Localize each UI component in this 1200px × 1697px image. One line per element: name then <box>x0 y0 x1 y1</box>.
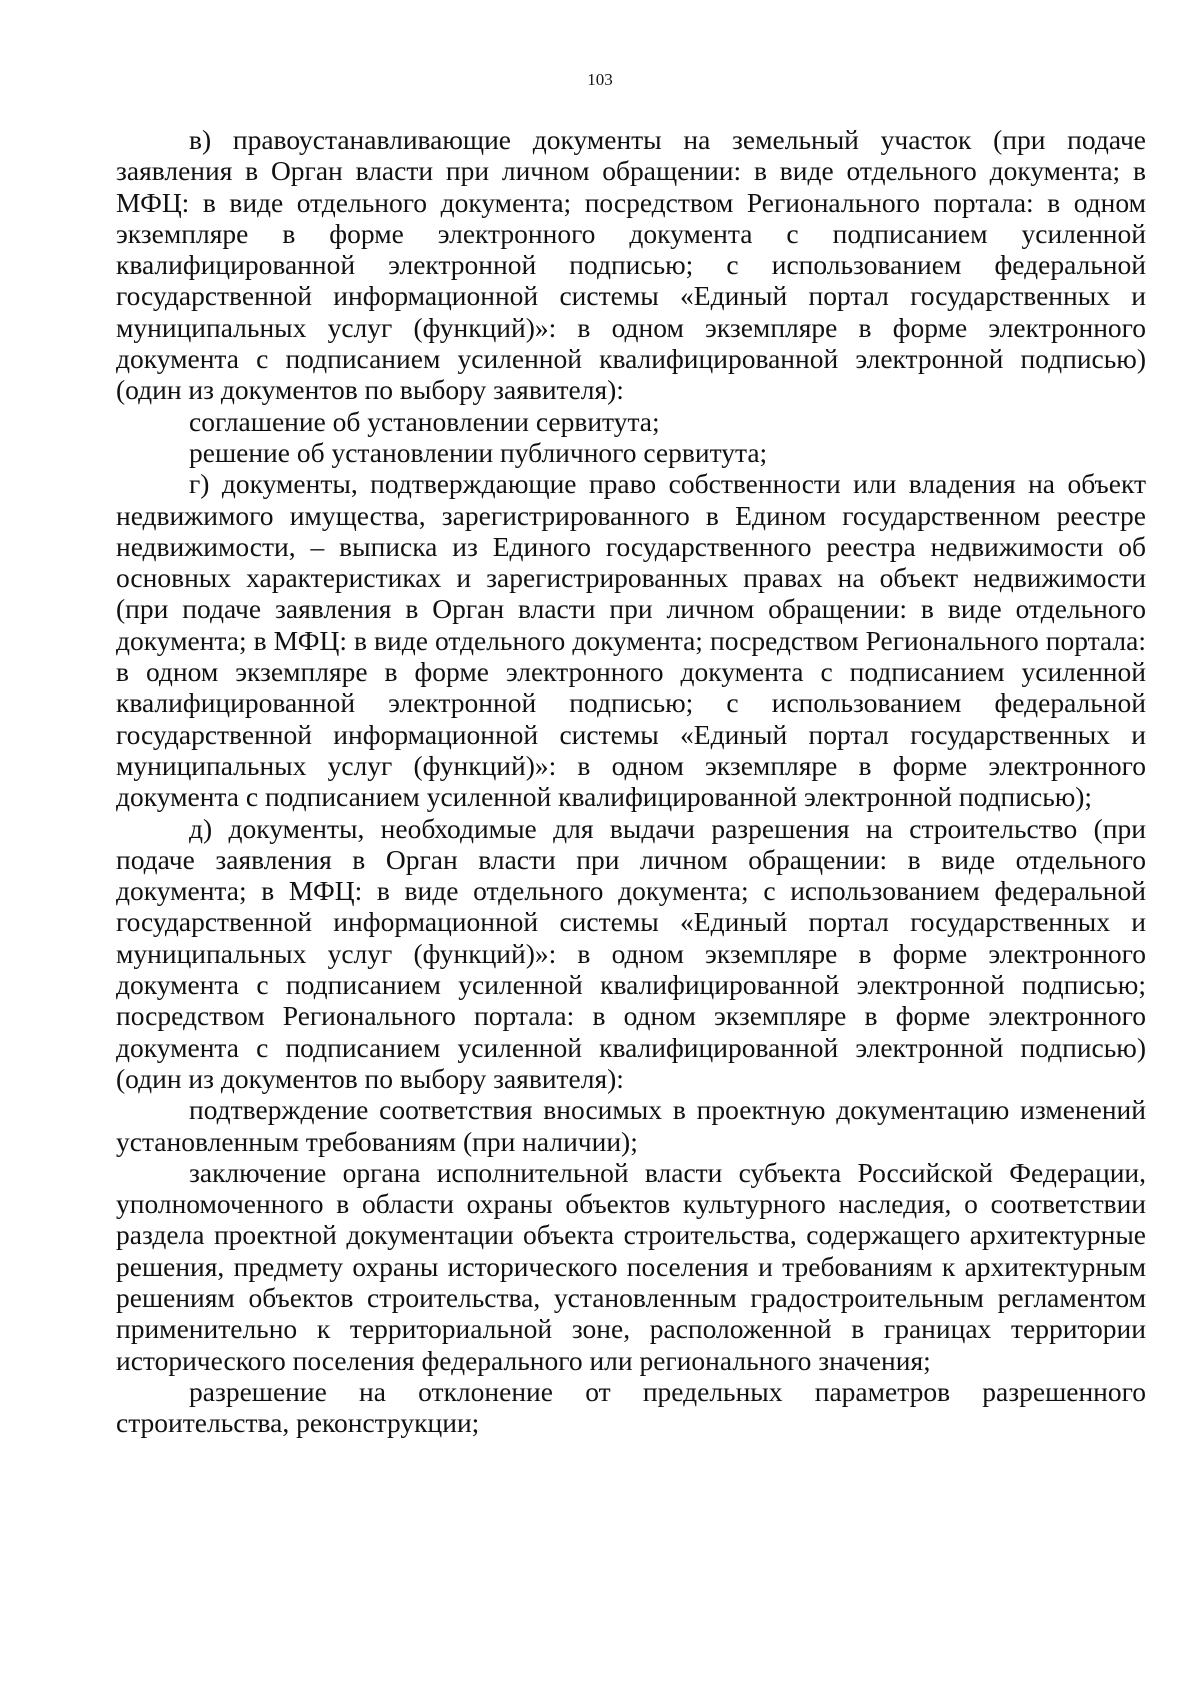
paragraph-g-ownership-documents: г) документы, подтверждающие право собственности или владения на объект недвижимого имущества, зарегистрированного в Едином государственном реестре недвижимости, – выписка из Единого государственного реестра недвижимости об основных характеристиках и зарегистрированных правах на объект недвижимости (при подаче заявления в Орган власти при личном обращении: в виде отдельного документа; в МФЦ: в виде отдельного документа; посредством Регионального портала: в одном экземпляре в форме электронного документа с подписанием усиленной квалифицированной электронной подписью; с использованием федеральной государственной информационной системы «Единый портал государственных и муниципальных услуг (функций)»: в одном экземпляре в форме электронного документа с подписанием усиленной квалифицированной электронной подписью); <box>116 468 1146 813</box>
list-item-design-changes-confirmation: подтверждение соответствия вносимых в проектную документацию изменений установленным требованиям (при наличии); <box>116 1094 1146 1157</box>
list-item-deviation-permit: разрешение на отклонение от предельных параметров разрешенного строительства, реконструкции; <box>116 1375 1146 1439</box>
list-item-public-servitude-decision: решение об установлении публичного сервитута; <box>189 436 768 468</box>
list-item-servitude-agreement: соглашение об установлении сервитута; <box>189 405 660 437</box>
page-number: 103 <box>587 70 613 89</box>
paragraph-v-title-documents: в) правоустанавливающие документы на земельный участок (при подаче заявления в Орган власти при личном обращении: в виде отдельного документа; в МФЦ: в виде отдельного документа; посредством Регионального портала: в одном экземпляре в форме электронного документа с подписанием усиленной квалифицированной электронной подписью; с использованием федеральной государственной информационной системы «Единый портал государственных и муниципальных услуг (функций)»: в одном экземпляре в форме электронного документа с подписанием усиленной квалифицированной электронной подписью) (один из документов по выбору заявителя): <box>116 124 1146 406</box>
paragraph-d-permit-documents: д) документы, необходимые для выдачи разрешения на строительство (при подаче заявления в Орган власти при личном обращении: в виде отдельного документа; в МФЦ: в виде отдельного документа; с использованием федеральной государственной информационной системы «Единый портал государственных и муниципальных услуг (функций)»: в одном экземпляре в форме электронного документа с подписанием усиленной квалифицированной электронной подписью; посредством Регионального портала: в одном экземпляре в форме электронного документа с подписанием усиленной квалифицированной электронной подписью) (один из документов по выбору заявителя): <box>116 812 1146 1094</box>
document-body <box>116 124 1146 1438</box>
list-item-cultural-heritage-conclusion: заключение органа исполнительной власти субъекта Российской Федерации, уполномоченного в области охраны объектов культурного наследия, о соответствии раздела проектной документации объекта строительства, содержащего архитектурные решения, предмету охраны исторического поселения и требованиям к архитектурным решениям объектов строительства, установленным градостроительным регламентом применительно к территориальной зоне, расположенной в границах территории исторического поселения федерального или регионального значения; <box>116 1156 1146 1376</box>
